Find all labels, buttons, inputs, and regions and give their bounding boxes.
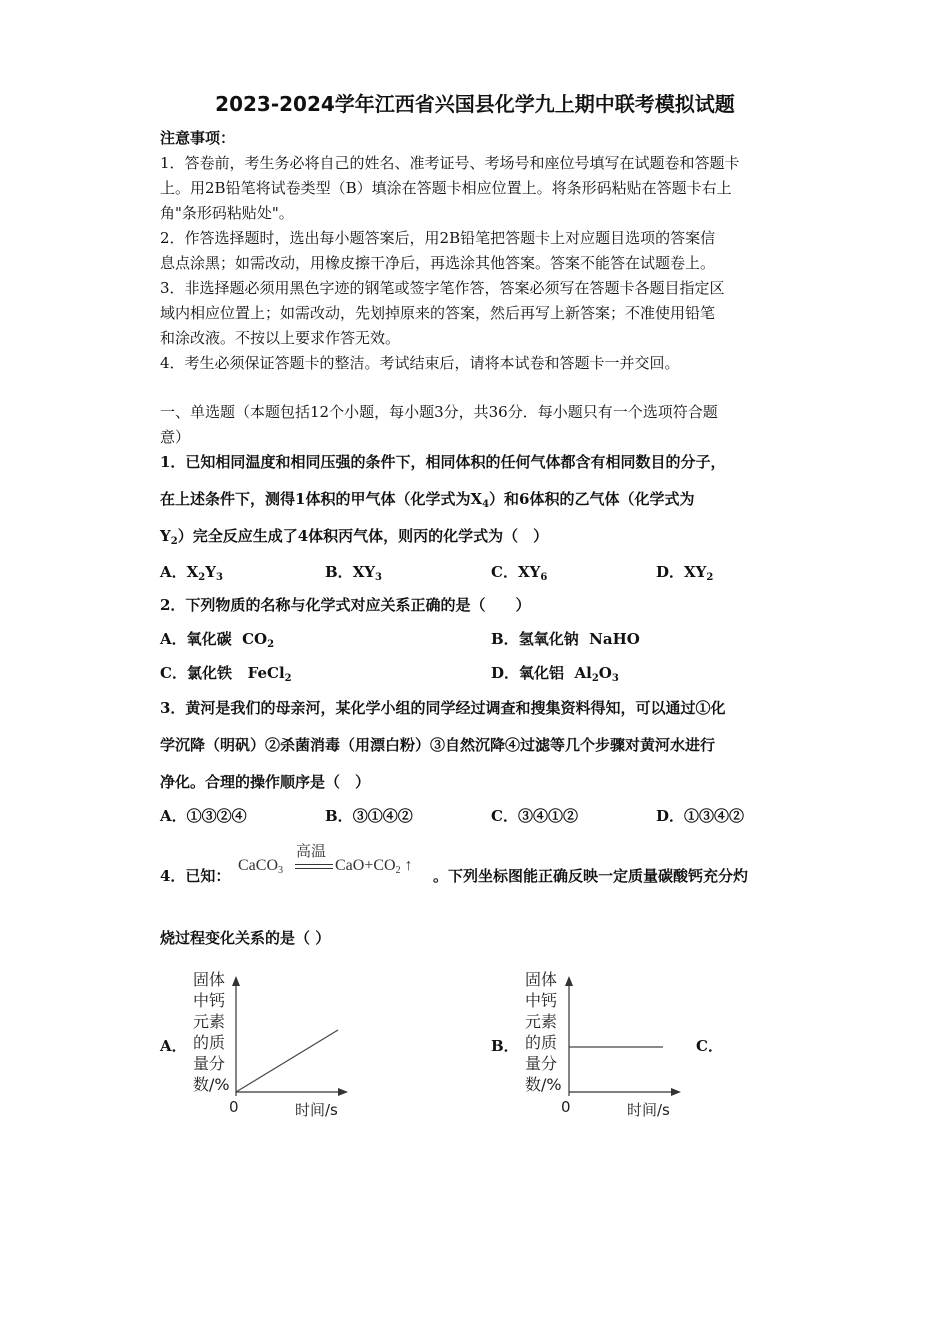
- notice-line: 息点涂黑；如需改动，用橡皮擦干净后，再选涂其他答案。答案不能答在试题卷上。: [160, 254, 716, 272]
- q3-option-d[interactable]: D．①③④②: [656, 807, 745, 825]
- q1-option-d[interactable]: D．$XY_2$: [656, 563, 714, 583]
- q3-stem-line3: 净化。合理的操作顺序是（ ）: [160, 773, 371, 791]
- q3-option-a[interactable]: A．①③②④: [160, 807, 247, 825]
- graph-b-origin: 0: [561, 1098, 571, 1116]
- graph-a-xlabel: 时间/s: [295, 1101, 338, 1119]
- notice-line: 上。用2B铅笔将试卷类型（B）填涂在答题卡相应位置上。将条形码粘贴在答题卡右上: [160, 179, 732, 197]
- q1-option-a[interactable]: A．$X_2Y_3$: [160, 563, 223, 583]
- q3-option-c[interactable]: C．③④①②: [491, 807, 578, 825]
- q2-stem: 2．下列物质的名称与化学式对应关系正确的是（ ）: [160, 596, 531, 614]
- q3-stem-line2: 学沉降（明矾）②杀菌消毒（用漂白粉）③自然沉降④过滤等几个步骤对黄河水进行: [160, 736, 716, 754]
- notice-line: 和涂改液。不按以上要求作答无效。: [160, 329, 401, 347]
- q1-stem-line3: $Y_2$）完全反应生成了4体积丙气体，则丙的化学式为（ ）: [160, 527, 549, 547]
- q2-option-b[interactable]: B．氢氧化钠 NaHO: [491, 630, 640, 648]
- graph-a-line: [236, 1030, 338, 1092]
- graph-a-plot: [228, 972, 353, 1097]
- q2-option-a[interactable]: A．氧化碳 $CO_2$: [160, 630, 275, 650]
- q4-option-b[interactable]: B．: [491, 1037, 519, 1055]
- q4-stem: 。下列坐标图能正确反映一定质量碳酸钙充分灼: [433, 867, 749, 885]
- notice-heading: 注意事项：: [160, 129, 236, 147]
- q4-option-a[interactable]: A．: [160, 1037, 187, 1055]
- graph-a-ylabel: 固体中钙元素的质量分数/%: [193, 970, 230, 1094]
- notice-line: 角"条形码粘贴处"。: [160, 204, 294, 222]
- notice-line: 4．考生必须保证答题卡的整洁。考试结束后，请将本试卷和答题卡一并交回。: [160, 354, 680, 372]
- q4-equation-right: $CaO+CO_2$ ↑: [335, 857, 413, 876]
- section-heading: 一、单选题（本题包括12个小题，每小题3分，共36分．每小题只有一个选项符合题: [160, 403, 718, 421]
- q1-stem-line2: 在上述条件下，测得1体积的甲气体（化学式为$X_4$）和6体积的乙气体（化学式为: [160, 490, 695, 510]
- q1-option-b[interactable]: B．$XY_3$: [325, 563, 383, 583]
- notice-line: 1．答卷前，考生务必将自己的姓名、准考证号、考场号和座位号填写在试题卷和答题卡: [160, 154, 740, 172]
- q3-option-b[interactable]: B．③①④②: [325, 807, 413, 825]
- section-heading-cont: 意）: [160, 428, 191, 446]
- notice-line: 域内相应位置上；如需改动，先划掉原来的答案，然后再写上新答案；不准使用铅笔: [160, 304, 716, 322]
- q3-stem: 3．黄河是我们的母亲河，某化学小组的同学经过调查和搜集资料得知，可以通过①化: [160, 699, 726, 717]
- q4-option-c[interactable]: C．: [696, 1037, 723, 1055]
- q4-equation-condition: 高温: [296, 844, 327, 860]
- q4-equation-left: CaCO$_3$: [238, 857, 283, 876]
- page-title: 2023-2024学年江西省兴国县化学九上期中联考模拟试题: [215, 92, 735, 116]
- q1-option-c[interactable]: C．$XY_6$: [491, 563, 548, 583]
- q2-option-d[interactable]: D．氧化铝 $Al_2O_3$: [491, 664, 619, 684]
- graph-b-xlabel: 时间/s: [627, 1101, 670, 1119]
- graph-b-ylabel: 固体中钙元素的质量分数/%: [525, 970, 562, 1094]
- notice-line: 3．非选择题必须用黑色字迹的钢笔或签字笔作答，答案必须写在答题卡各题目指定区: [160, 279, 725, 297]
- q4-equation-equals: [295, 864, 333, 869]
- graph-b-plot: [561, 972, 686, 1097]
- q2-option-c[interactable]: C．氯化铁 FeCl$_2$: [160, 664, 292, 684]
- notice-line: 2．作答选择题时，选出每小题答案后，用2B铅笔把答题卡上对应题目选项的答案信: [160, 229, 716, 247]
- q4-stem-line2: 烧过程变化关系的是（ ）: [160, 929, 331, 947]
- q1-stem: 1．已知相同温度和相同压强的条件下，相同体积的任何气体都含有相同数目的分子，: [160, 453, 726, 471]
- q4-prefix: 4．已知：: [160, 867, 231, 885]
- graph-a-origin: 0: [229, 1098, 239, 1116]
